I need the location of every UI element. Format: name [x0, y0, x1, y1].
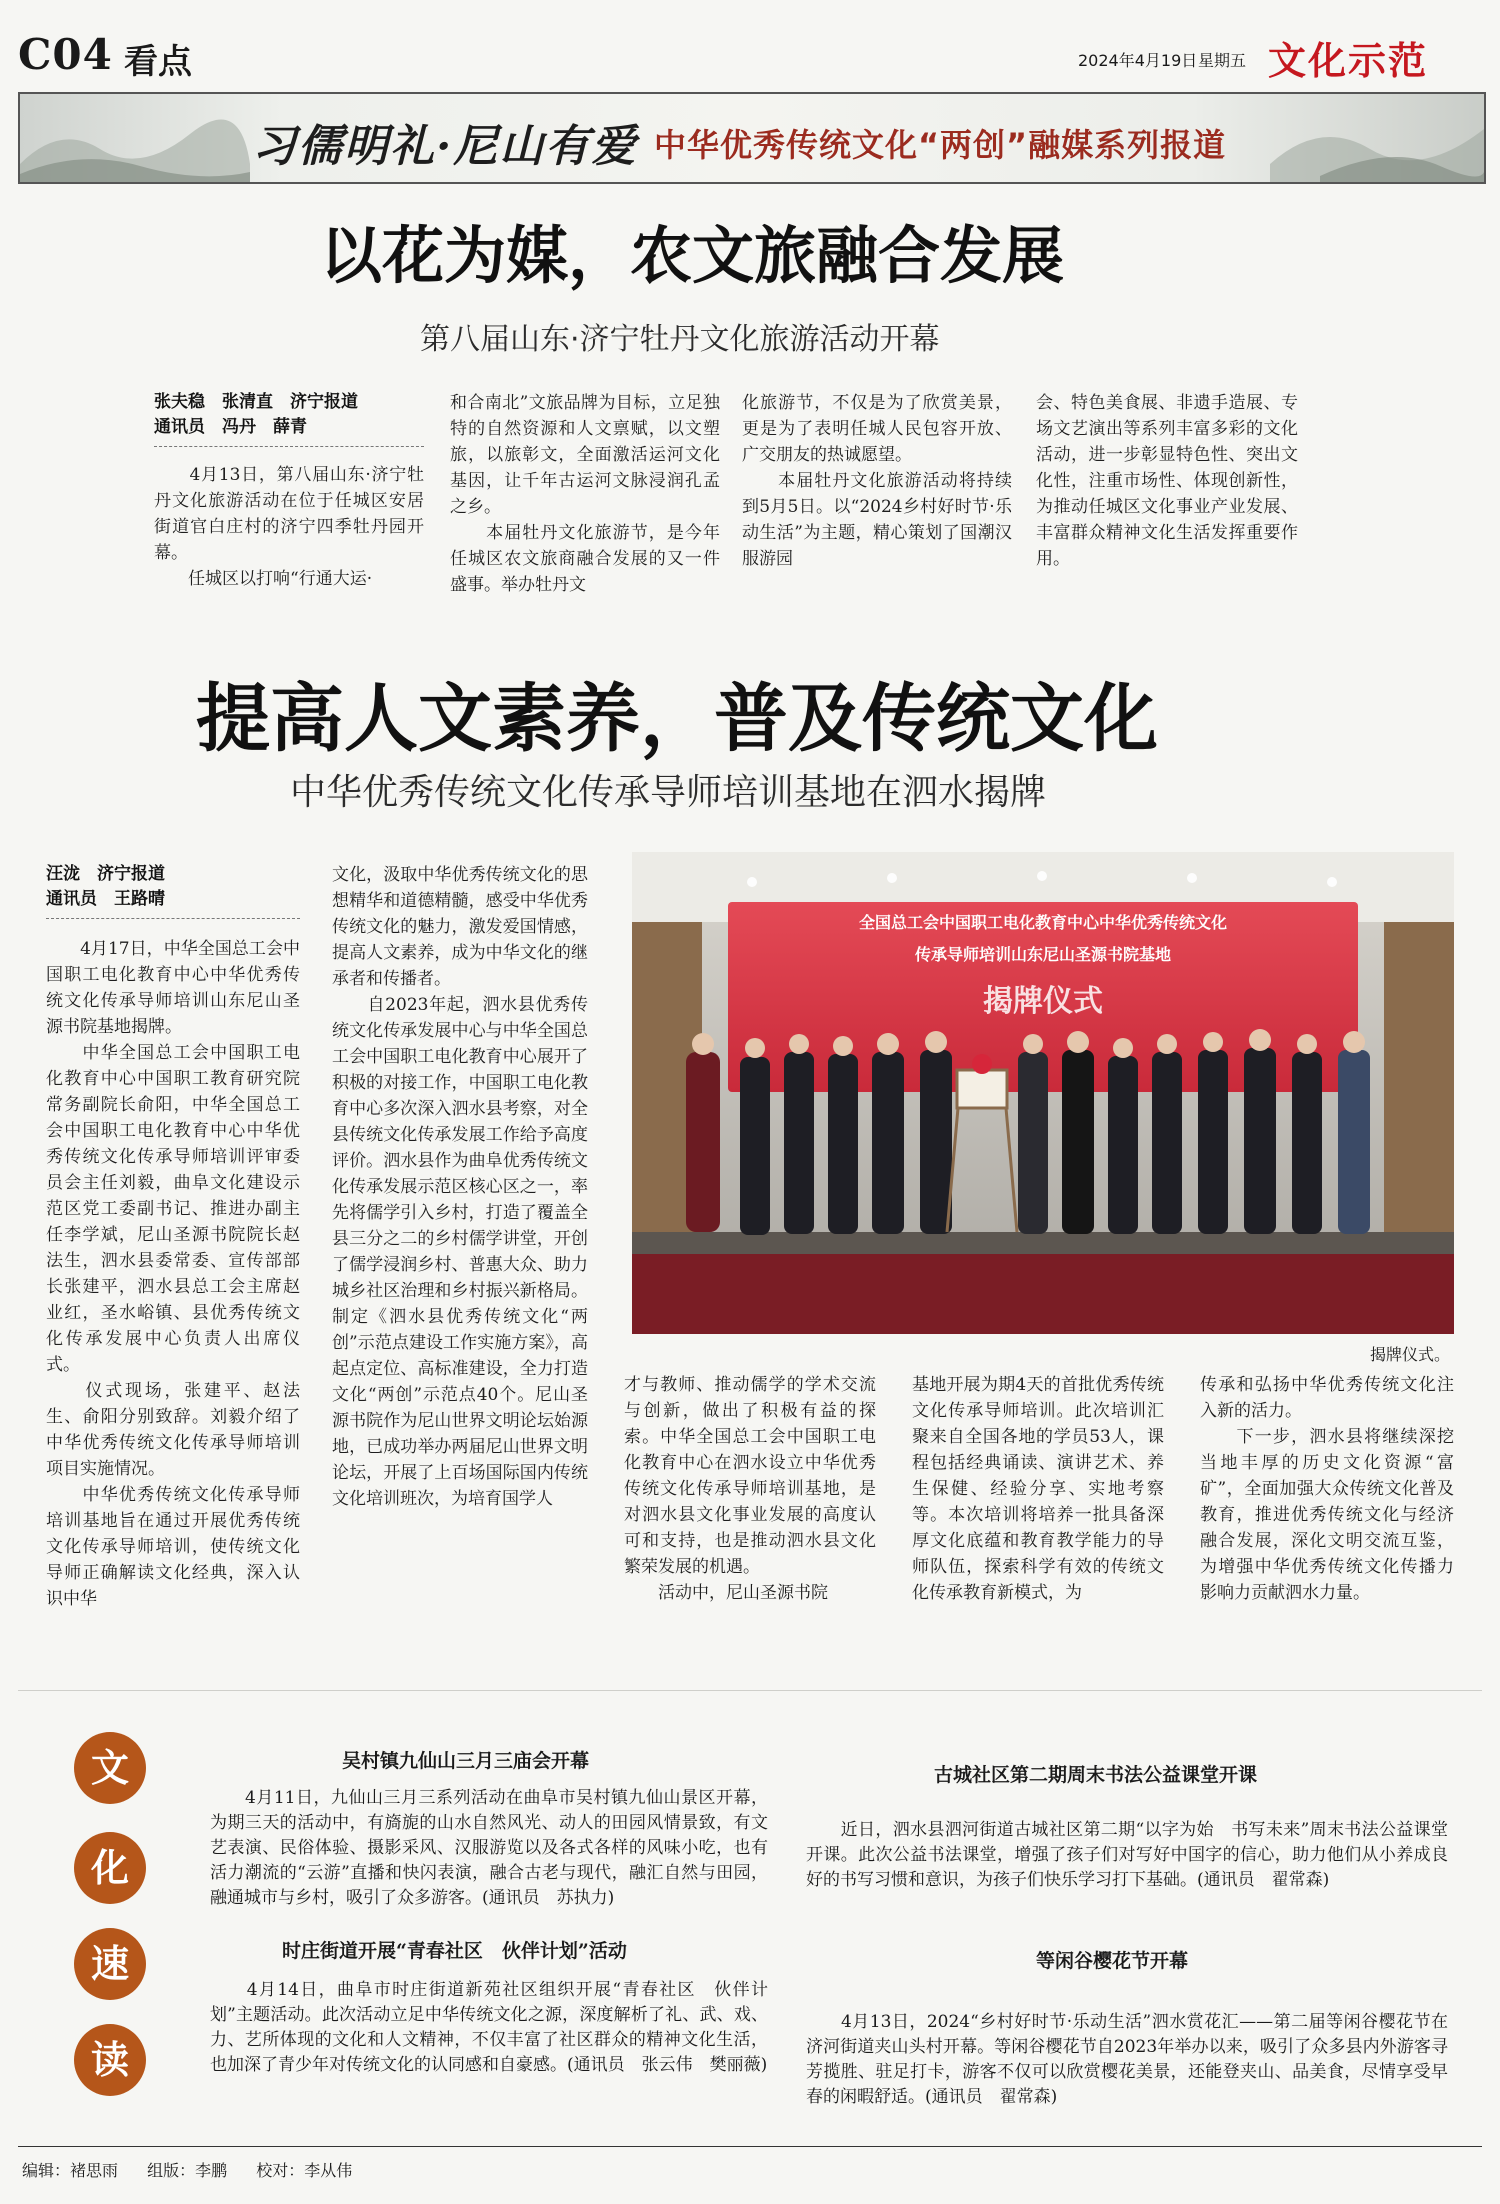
page-code: C04	[18, 30, 113, 79]
byline-divider	[46, 918, 300, 919]
photo-caption: 揭牌仪式。	[1370, 1345, 1451, 1364]
quick-read-label-char: 文	[74, 1732, 146, 1804]
photo-banner-line-3: 揭牌仪式	[983, 984, 1103, 1019]
photo-banner-line-2: 传承导师培训山东尼山圣源书院基地	[914, 945, 1171, 964]
editor-credit: 编辑：褚思雨	[22, 2161, 119, 2180]
brief-title: 吴村镇九仙山三月三庙会开幕	[342, 1750, 590, 1772]
quick-read-label-char: 化	[74, 1832, 146, 1904]
byline-divider	[154, 446, 424, 447]
issue-weekday: 星期五	[1198, 51, 1247, 70]
unveiling-ceremony-photo	[632, 852, 1454, 1334]
article2-byline-reporter: 汪泷 济宁报道	[46, 864, 165, 884]
article2-column-5: 传承和弘扬中华优秀传统文化注入新的活力。 下一步，泗水县将继续深挖当地丰厚的历史文化资源“富矿”，全面加强大众传统文化普及教育，推进优秀传统文化与经济融合发展，深化文明交流互鉴，为增强中华优秀传统文化传播力影响力贡献泗水力量。	[1200, 1375, 1454, 1603]
brief-body: 4月14日，曲阜市时庄街道新苑社区组织开展“青春社区 伙伴计划”主题活动。此次活动立足中华传统文化之源，深度解析了礼、武、戏、力、艺所体现的文化和人文精神，不仅丰富了社区群众的精神文化生活，也加深了青少年对传统文化的认同感和自豪感。(通讯员 张云伟 樊丽薇)	[210, 1980, 768, 2075]
quick-read-label-char: 读	[74, 2024, 146, 2096]
issue-date: 2024年4月19日	[1078, 51, 1198, 70]
article1-column-1: 4月13日，第八届山东·济宁牡丹文化旅游活动在位于任城区安居街道官白庄村的济宁四季牡丹园开幕。 任城区以打响“行通大运·	[154, 465, 424, 589]
brief-body: 近日，泗水县泗河街道古城社区第二期“以字为始 书写未来”周末书法公益课堂开课。此次公益书法课堂，增强了孩子们对写好中国字的信心，助力他们从小养成良好的书写习惯和意识，为孩子们快乐学习打下基础。(通讯员 翟常森)	[806, 1820, 1448, 1890]
photo-banner-line-1: 全国总工会中国职工电化教育中心中华优秀传统文化	[858, 913, 1227, 932]
banner-series-title: 中华优秀传统文化“两创”融媒系列报道	[654, 126, 1227, 164]
ceremony-participants	[686, 1029, 1370, 1235]
series-banner	[18, 92, 1486, 184]
article1-column-3: 化旅游节，不仅是为了欣赏美景，更是为了表明任城人民包容开放、广交朋友的热诚愿望。 本届牡丹文化旅游活动将持续到5月5日。以“2024乡村好时节·乐动生活”为主题，精心策划了国潮汉服游园	[742, 393, 1012, 569]
article1-column-2: 和合南北”文旅品牌为目标，立足独特的自然资源和人文禀赋，以文塑旅，以旅彰文，全面激活运河文化基因，让千年古运河文脉浸润孔孟之乡。 本届牡丹文化旅游节，是今年任城区农文旅商融合发展的又一件盛事。举办牡丹文	[450, 393, 720, 595]
article1-subtitle: 第八届山东·济宁牡丹文化旅游活动开幕	[420, 322, 940, 357]
article2-byline-correspondent: 通讯员 王路晴	[46, 889, 165, 909]
section-divider	[18, 1690, 1482, 1691]
footer-divider	[18, 2146, 1482, 2147]
article1-byline-correspondents: 通讯员 冯丹 薛青	[154, 417, 307, 437]
article1-column-4: 会、特色美食展、非遗手造展、专场文艺演出等系列丰富多彩的文化活动，进一步彰显特色性、突出文化性，注重市场性、体现创新性，为推动任城区文化事业产业发展、丰富群众精神文化生活发挥重要作用。	[1036, 393, 1298, 569]
article2-byline	[46, 862, 300, 912]
article2-title: 提高人文素养，普及传统文化	[196, 676, 1158, 762]
footer-credits	[22, 2158, 376, 2181]
article2-subtitle: 中华优秀传统文化传承导师培训基地在泗水揭牌	[290, 772, 1047, 813]
banner-slogan: 习儒明礼·尼山有爱	[252, 121, 638, 172]
brief-body: 4月13日，2024“乡村好时节·乐动生活”泗水赏花汇——第二届等闲谷樱花节在济河街道夹山头村开幕。等闲谷樱花节自2023年举办以来，吸引了众多县内外游客寻芳揽胜、驻足打卡，游客不仅可以欣赏樱花美景，还能登夹山、品美食，尽情享受早春的闲暇舒适。(通讯员 翟常森)	[806, 2012, 1448, 2107]
article2-column-3: 才与教师、推动儒学的学术交流与创新，做出了积极有益的探索。中华全国总工会中国职工电化教育中心在泗水设立中华优秀传统文化传承导师培训基地，是对泗水县文化事业发展的高度认可和支持，也是推动泗水县文化繁荣发展的机遇。 活动中，尼山圣源书院	[624, 1375, 876, 1603]
proofreader-credit: 校对：李从伟	[256, 2161, 353, 2180]
article1-byline	[154, 390, 424, 440]
paper-logo: 文化示范	[1268, 38, 1429, 83]
article1-title: 以花为媒，农文旅融合发展	[320, 219, 1065, 292]
layout-credit: 组版：李鹏	[147, 2161, 228, 2180]
brief-title: 等闲谷樱花节开幕	[1036, 1950, 1189, 1972]
brief-body: 4月11日，九仙山三月三系列活动在曲阜市吴村镇九仙山景区开幕，为期三天的活动中，有旖旎的山水自然风光、动人的田园风情景致，有文艺表演、民俗体验、摄影采风、汉服游览以及各式各样的风味小吃，也有活力潮流的“云游”直播和快闪表演，融合古老与现代，融汇自然与田园，融通城市与乡村，吸引了众多游客。(通讯员 苏执力)	[210, 1788, 768, 1908]
article2-column-2: 文化，汲取中华优秀传统文化的思想精华和道德精髓，感受中华优秀传统文化的魅力，激发爱国情感，提高人文素养，成为中华文化的继承者和传播者。 自2023年起，泗水县优秀传统文化传承发展中心与中华全国总工会中国职工电化教育中心展开了积极的对接工作，中国职工电化教育中心多次深入泗水县考察，对全县传统文化传承发展工作给予高度评价。泗水县作为曲阜优秀传统文化传承发展示范区核心区之一，率先将儒学引入乡村，打造了覆盖全县三分之二的乡村儒学讲堂，开创了儒学浸润乡村、普惠大众、助力城乡社区治理和乡村振兴新格局。制定《泗水县优秀传统文化“两创”示范点建设工作实施方案》，高起点定位、高标准建设，全力打造文化“两创”示范点40个。尼山圣源书院作为尼山世界文明论坛始源地，已成功举办两届尼山世界文明论坛，开展了上百场国际国内传统文化培训班次，为培育国学人	[332, 865, 588, 1509]
quick-read-label-char: 速	[74, 1928, 146, 2000]
brief-title: 古城社区第二期周末书法公益课堂开课	[934, 1764, 1258, 1786]
article2-column-1: 4月17日，中华全国总工会中国职工电化教育中心中华优秀传统文化传承导师培训山东尼山圣源书院基地揭牌。 中华全国总工会中国职工电化教育中心中国职工教育研究院常务副院长俞阳，中华全国总工会中国职工电化教育中心中华优秀传统文化传承导师培训评审委员会主任刘毅，曲阜文化建设示范区党工委副书记、推进办副主任李学斌，尼山圣源书院院长赵法生，泗水县委常委、宣传部部长张建平，泗水县总工会主席赵业红，圣水峪镇、县优秀传统文化传承发展中心负责人出席仪式。 仪式现场，张建平、赵法生、俞阳分别致辞。刘毅介绍了中华优秀传统文化传承导师培训项目实施情况。 中华优秀传统文化传承导师培训基地旨在通过开展优秀传统文化传承导师培训，使传统文化导师正确解读文化经典，深入认识中华	[46, 939, 300, 1609]
section-name: 看点	[124, 42, 192, 82]
brief-title: 时庄街道开展“青春社区 伙伴计划”活动	[282, 1940, 627, 1962]
article2-column-4: 基地开展为期4天的首批优秀传统文化传承导师培训。此次培训汇聚来自全国各地的学员53人，课程包括经典诵读、演讲艺术、养生保健、经验分享、实地考察等。本次培训将培养一批具备深厚文化底蕴和教育教学能力的导师队伍，探索科学有效的传统文化传承教育新模式，为	[912, 1375, 1164, 1603]
article1-byline-reporters: 张夫稳 张清直 济宁报道	[154, 392, 358, 412]
